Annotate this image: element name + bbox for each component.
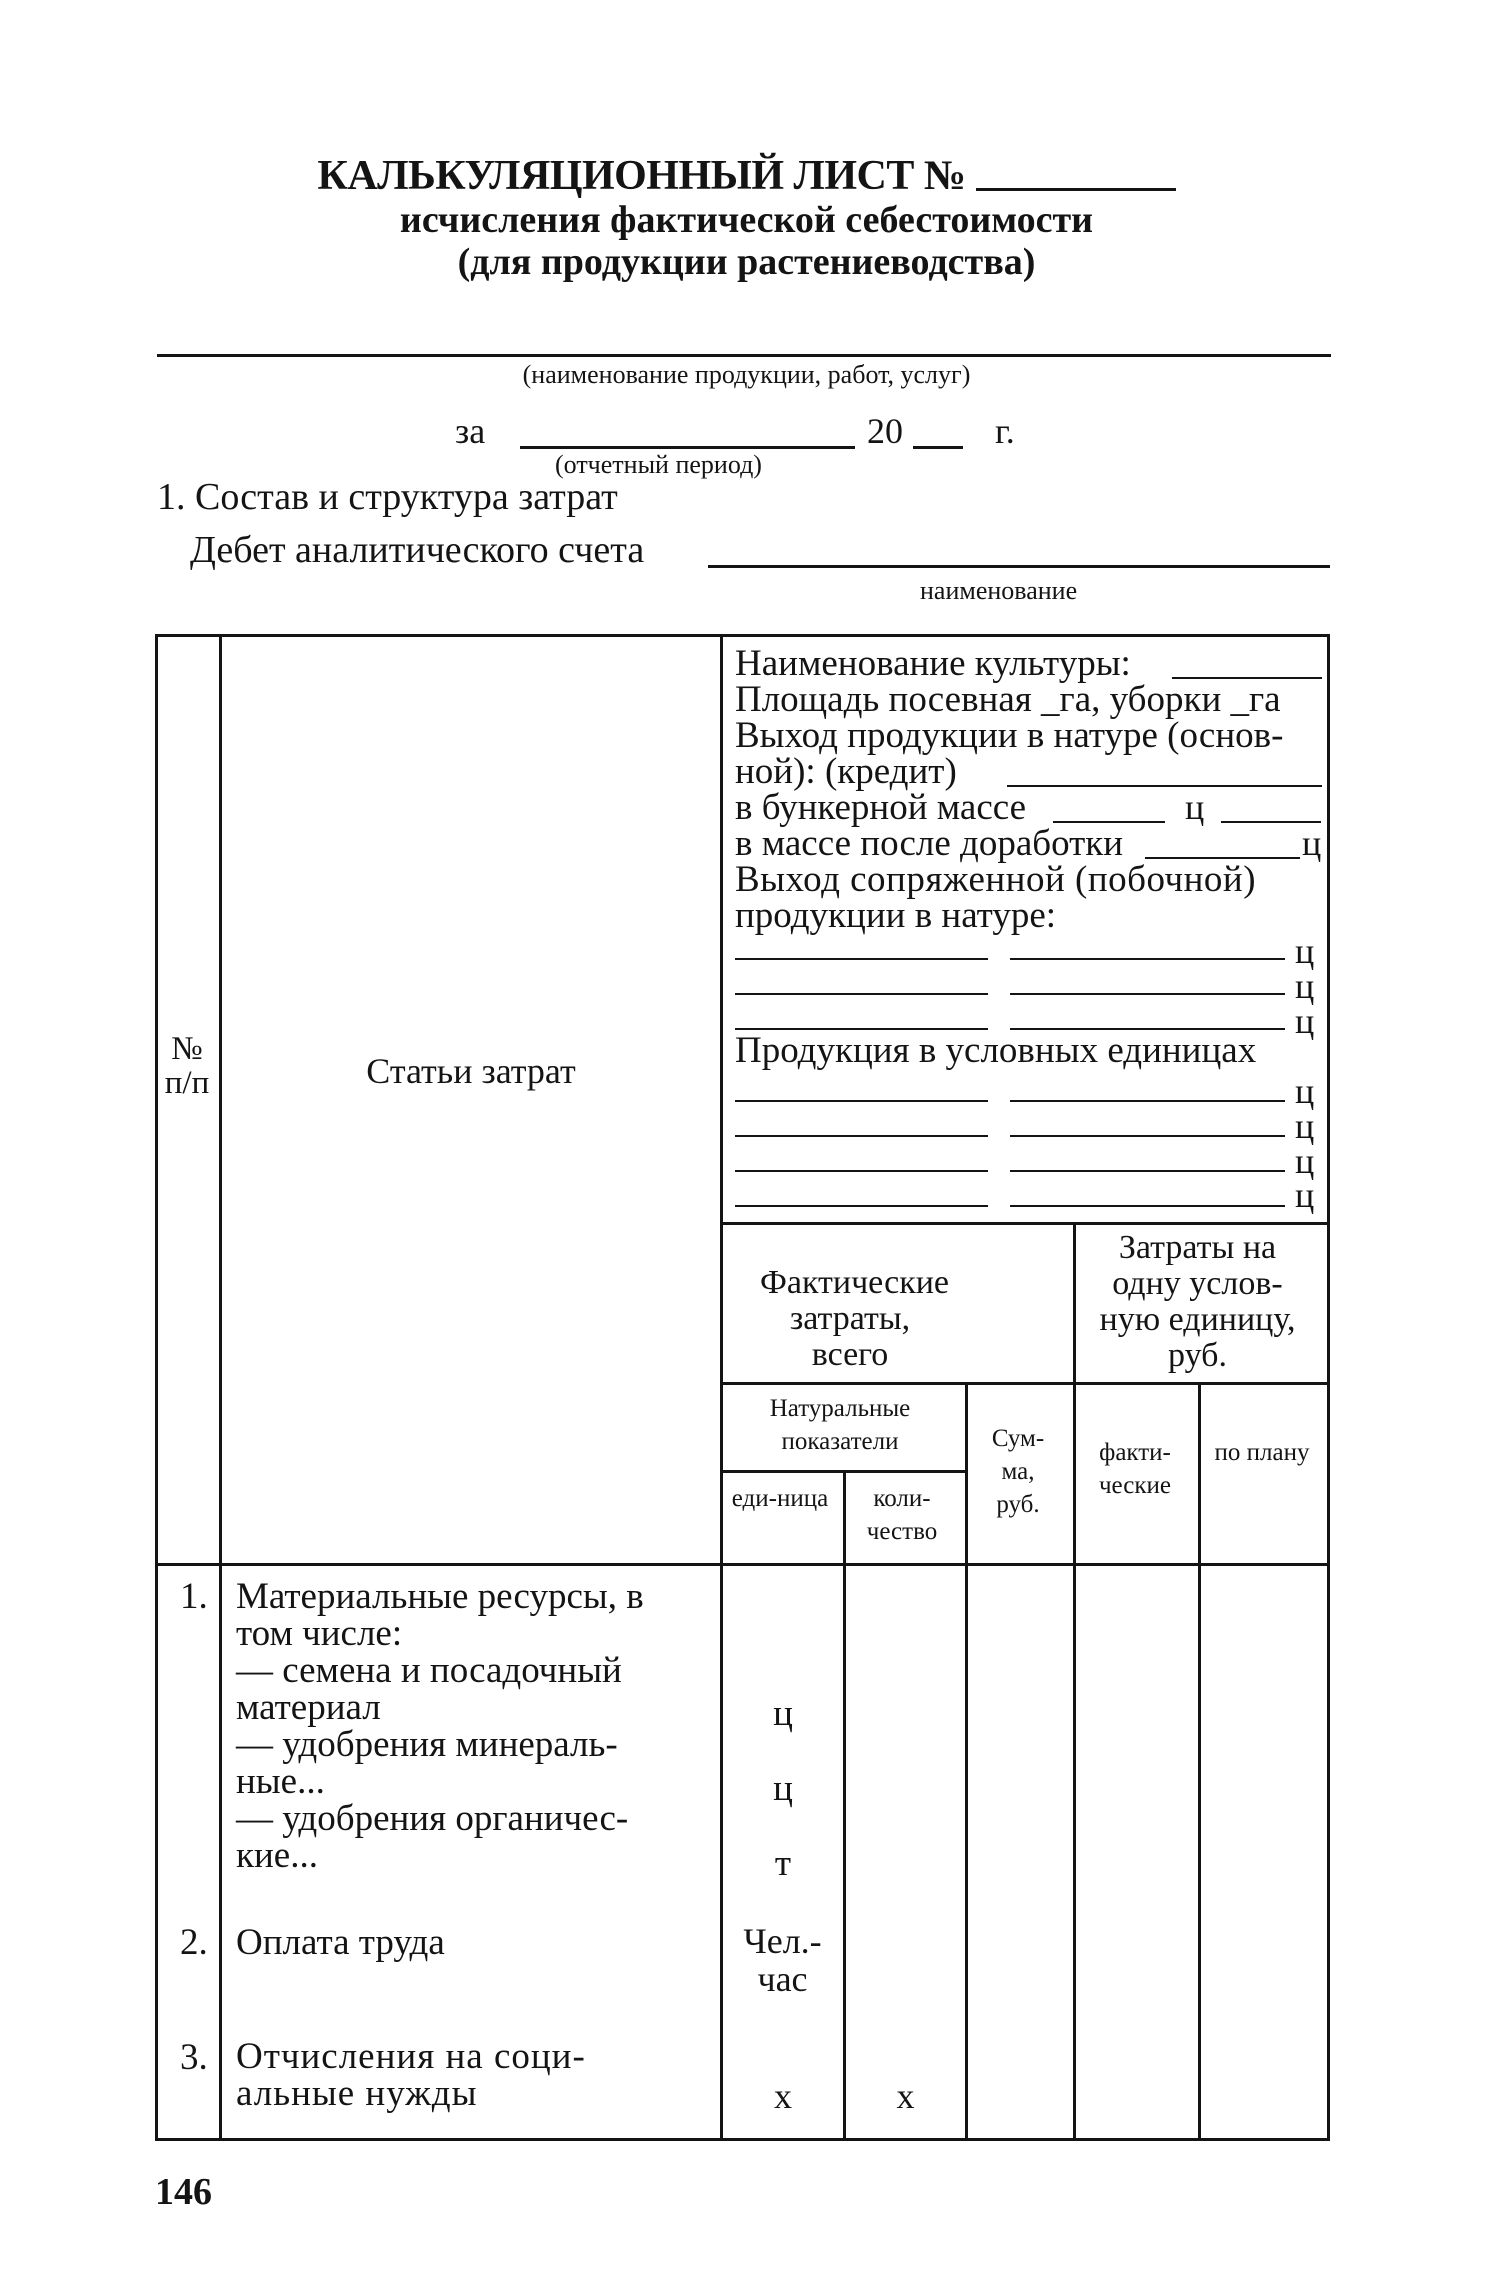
conj-unit-3: ц (1295, 1001, 1315, 1041)
col-divider-fact (1073, 1382, 1076, 2141)
info-block-bottom (720, 1222, 1330, 1225)
bunker-label: в бункерной массе (735, 787, 1027, 828)
debit-label: Дебет аналитического счета (190, 529, 645, 571)
row-1-number: 1. (180, 1576, 208, 1617)
output-label-1: Выход продукции в натуре (основ- (735, 715, 1284, 756)
title: КАЛЬКУЛЯЦИОННЫЙ ЛИСТ № (0, 152, 1493, 200)
period-caption: (отчетный период) (555, 450, 762, 479)
page-number: 146 (155, 2171, 212, 2213)
conj-unit-2: ц (1295, 966, 1315, 1006)
unit-seeds: ц (773, 1693, 793, 1734)
culture-label: Наименование культуры: (735, 643, 1131, 684)
conv-line-b1 (1010, 1100, 1285, 1102)
conj-line-b2 (1010, 993, 1285, 995)
col-divider-sum (965, 1382, 968, 2141)
period-g: г. (995, 411, 1015, 451)
subtitle-2: (для продукции растениеводства) (457, 241, 1036, 283)
unit-social: х (774, 2076, 792, 2116)
table-right (1327, 634, 1330, 2141)
row-3-number: 3. (180, 2037, 208, 2078)
conv-line-b2 (1010, 1135, 1285, 1137)
col-divider-qty (843, 1470, 846, 2141)
row-3-text (236, 2038, 714, 2112)
conj-label-2: продукции в натуре: (735, 895, 1057, 936)
conv-line-b3 (1010, 1170, 1285, 1172)
header-unit: еди-ница (731, 1485, 829, 1512)
table-left (155, 634, 158, 2141)
conv-line-a3 (735, 1170, 988, 1172)
header-per-unit: Затраты на одну услов-ную единицу, руб. (1099, 1229, 1296, 1374)
header-qty: коли-чество (866, 1485, 938, 1545)
conv-unit-2: ц (1295, 1106, 1315, 1146)
conj-line-a2 (735, 993, 988, 995)
row-1-line: том числе: (236, 1613, 403, 1654)
header-actual-total: Фактические затраты, всего (760, 1264, 950, 1373)
info-block (735, 643, 1325, 936)
bunker-unit: ц (1185, 787, 1205, 827)
header-fact: факти-ческие (1098, 1439, 1171, 1499)
col-divider-no (219, 634, 222, 2141)
debit-caption: наименование (920, 576, 1078, 605)
unit-organic: т (774, 1843, 792, 1884)
unit-mineral: ц (773, 1768, 793, 1809)
period-line (520, 446, 855, 449)
header-plan: по плану (1214, 1439, 1310, 1466)
row-1-line: — удобрения минераль- (236, 1724, 618, 1765)
header-articles: Статьи затрат (366, 1051, 576, 1091)
conv-line-a1 (735, 1100, 988, 1102)
row-2-text: Оплата труда (236, 1922, 445, 1963)
table-bottom (155, 2138, 1330, 2141)
debit-line (708, 565, 1330, 568)
per-unit-divider (1073, 1222, 1076, 1382)
header-natural: Натуральные показатели (769, 1395, 911, 1455)
conv-line-a2 (735, 1135, 988, 1137)
row-1-line: — семена и посадочный (236, 1650, 622, 1691)
subtitle: исчисления фактической себестоимости (399, 199, 1094, 241)
row-1-text (236, 1578, 714, 1874)
period-year: 20 (867, 411, 903, 451)
product-caption: (наименование продукции, работ, услуг) (522, 360, 971, 389)
product-name-line (157, 354, 1331, 357)
conv-unit-3: ц (1295, 1141, 1315, 1181)
conv-unit-4: ц (1295, 1175, 1315, 1215)
header-sum: Сум-ма, руб. (991, 1425, 1045, 1518)
conv-unit-1: ц (1295, 1071, 1315, 1111)
qty-social: х (896, 2076, 915, 2116)
header-bottom-line (155, 1563, 1330, 1566)
year-line (913, 446, 963, 449)
unit-labor: Чел.-час (743, 1921, 822, 1999)
header-no: № п/п (164, 1031, 210, 1101)
row-1-line: материал (236, 1687, 381, 1728)
subheader-line (720, 1382, 1330, 1385)
section-1-heading: 1. Состав и структура затрат (157, 476, 618, 518)
row-3-line: альные нужды (236, 2073, 478, 2114)
row-1-line: кие... (236, 1835, 318, 1876)
conj-unit-1: ц (1295, 931, 1315, 971)
period-za: за (455, 411, 486, 451)
conv-line-b4 (1010, 1205, 1285, 1207)
row-1-line: — удобрения органичес- (236, 1798, 629, 1839)
area-label: Площадь посевная _га, уборки _га (735, 679, 1281, 720)
col-divider-articles (720, 634, 723, 2141)
conventional-label: Продукция в условных единицах (735, 1030, 1257, 1071)
conj-line-a1 (735, 958, 988, 960)
row-1-line: Материальные ресурсы, в (236, 1576, 644, 1617)
output-label-2: ной): (кредит) (735, 751, 957, 792)
conj-line-b1 (1010, 958, 1285, 960)
row-2-number: 2. (180, 1922, 208, 1963)
table-top (155, 634, 1330, 637)
conj-label-1: Выход сопряженной (побочной) (735, 859, 1257, 900)
col-divider-plan (1198, 1382, 1201, 2141)
conv-line-a4 (735, 1205, 988, 1207)
after-unit: ц (1302, 823, 1322, 863)
after-label: в массе после доработки (735, 823, 1124, 864)
row-1-line: ные... (236, 1761, 325, 1802)
row-3-line: Отчисления на соци- (236, 2036, 586, 2077)
